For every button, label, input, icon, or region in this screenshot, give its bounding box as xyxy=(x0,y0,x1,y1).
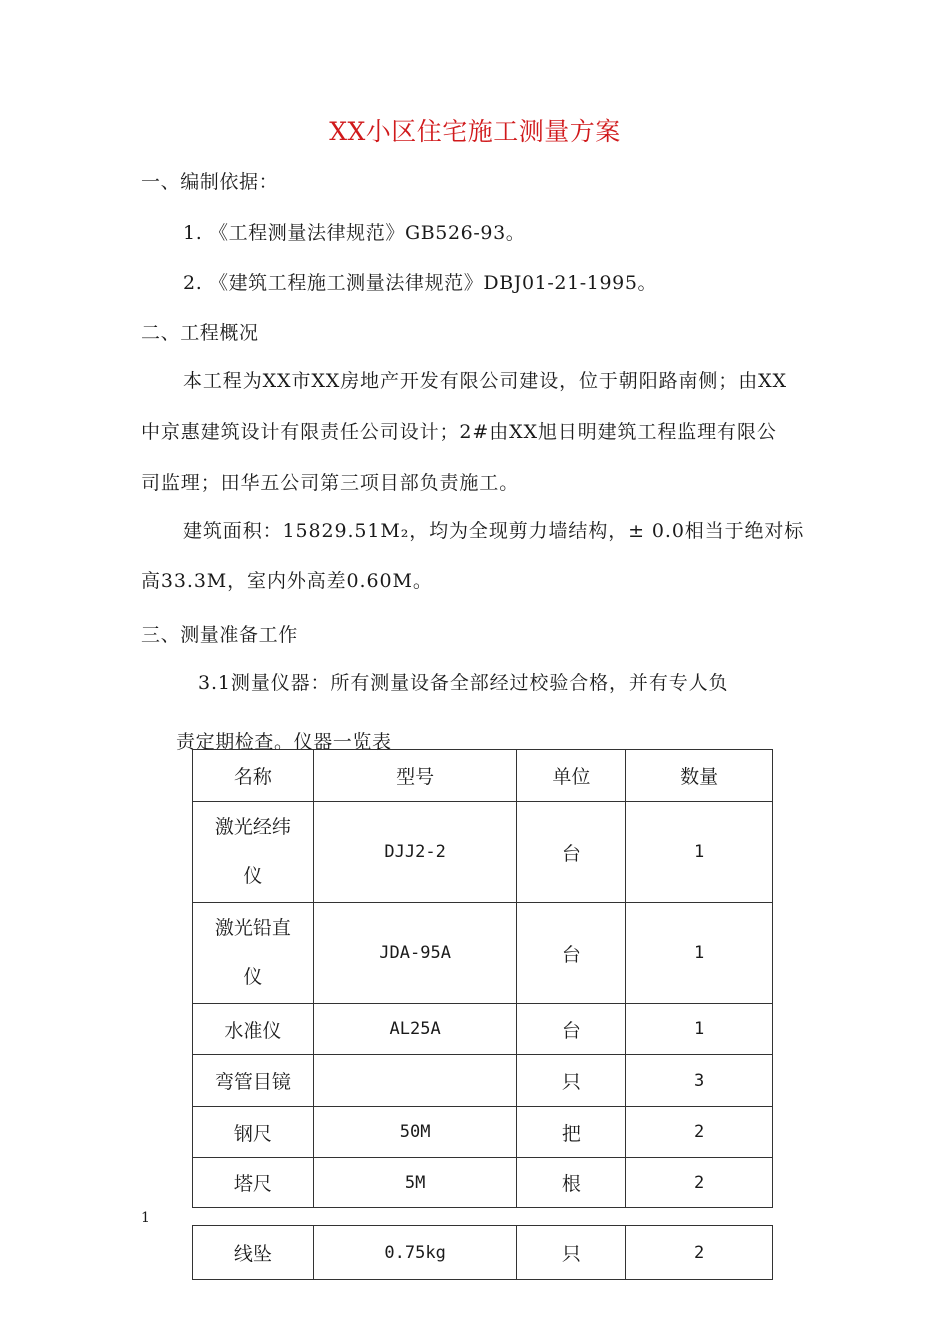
cell-name: 线坠 xyxy=(193,1226,314,1280)
cell-model: 50M xyxy=(313,1107,517,1158)
instrument-paragraph-line: 3.1测量仪器：所有测量设备全部经过校验合格，并有专人负 xyxy=(198,672,729,694)
header-quantity: 数量 xyxy=(626,750,773,802)
table-header-row xyxy=(193,750,773,802)
basis-item-1: 1. 《工程测量法律规范》GB526-93。 xyxy=(183,222,526,244)
area-paragraph-line: 高33.3M，室内外高差0.60M。 xyxy=(141,570,433,592)
cell-name: 水准仪 xyxy=(193,1004,314,1055)
overview-paragraph-line: 本工程为XX市XX房地产开发有限公司建设，位于朝阳路南侧；由XX xyxy=(183,370,787,392)
table-row xyxy=(193,802,773,903)
area-paragraph-line: 建筑面积：15829.51M₂，均为全现剪力墙结构，± 0.0相当于绝对标 xyxy=(183,520,805,542)
cell-name: 激光经纬 仪 xyxy=(193,802,314,903)
cell-quantity: 2 xyxy=(626,1158,773,1208)
cell-name: 激光铅直 仪 xyxy=(193,903,314,1004)
instrument-table xyxy=(192,749,773,1208)
cell-unit: 台 xyxy=(517,802,626,903)
cell-model xyxy=(313,1055,517,1107)
cell-name: 弯管目镜 xyxy=(193,1055,314,1107)
cell-model: 0.75kg xyxy=(313,1226,517,1280)
cell-model: DJJ2-2 xyxy=(313,802,517,903)
section-heading-overview: 二、工程概况 xyxy=(141,322,259,344)
cell-unit: 只 xyxy=(517,1055,626,1107)
section-heading-basis: 一、编制依据： xyxy=(141,171,279,193)
cell-model: JDA-95A xyxy=(313,903,517,1004)
overview-paragraph-line: 中京惠建筑设计有限责任公司设计；2#由XX旭日明建筑工程监理有限公 xyxy=(141,421,777,443)
header-model: 型号 xyxy=(313,750,517,802)
cell-unit: 台 xyxy=(517,903,626,1004)
cell-model: 5M xyxy=(313,1158,517,1208)
table-row xyxy=(193,1226,773,1280)
cell-name: 钢尺 xyxy=(193,1107,314,1158)
table-row xyxy=(193,903,773,1004)
cell-quantity: 1 xyxy=(626,802,773,903)
table-row xyxy=(193,1055,773,1107)
table-row xyxy=(193,1107,773,1158)
cell-unit: 只 xyxy=(517,1226,626,1280)
cell-quantity: 2 xyxy=(626,1107,773,1158)
instrument-paragraph-line: 责定期检查。仪器一览表 xyxy=(176,731,392,753)
cell-quantity: 3 xyxy=(626,1055,773,1107)
table-row xyxy=(193,1004,773,1055)
overview-paragraph-line: 司监理；田华五公司第三项目部负责施工。 xyxy=(141,472,520,494)
cell-unit: 把 xyxy=(517,1107,626,1158)
cell-unit: 台 xyxy=(517,1004,626,1055)
cell-model: AL25A xyxy=(313,1004,517,1055)
instrument-table-continued xyxy=(192,1225,773,1280)
cell-name: 塔尺 xyxy=(193,1158,314,1208)
cell-quantity: 2 xyxy=(626,1226,773,1280)
table-row xyxy=(193,1158,773,1208)
basis-item-2: 2. 《建筑工程施工测量法律规范》DBJ01-21-1995。 xyxy=(183,272,658,294)
header-unit: 单位 xyxy=(517,750,626,802)
cell-quantity: 1 xyxy=(626,1004,773,1055)
section-heading-preparation: 三、测量准备工作 xyxy=(141,624,298,646)
cell-quantity: 1 xyxy=(626,903,773,1004)
header-name: 名称 xyxy=(193,750,314,802)
page-number: 1 xyxy=(141,1210,150,1226)
cell-unit: 根 xyxy=(517,1158,626,1208)
document-title: XX小区住宅施工测量方案 xyxy=(329,117,621,146)
